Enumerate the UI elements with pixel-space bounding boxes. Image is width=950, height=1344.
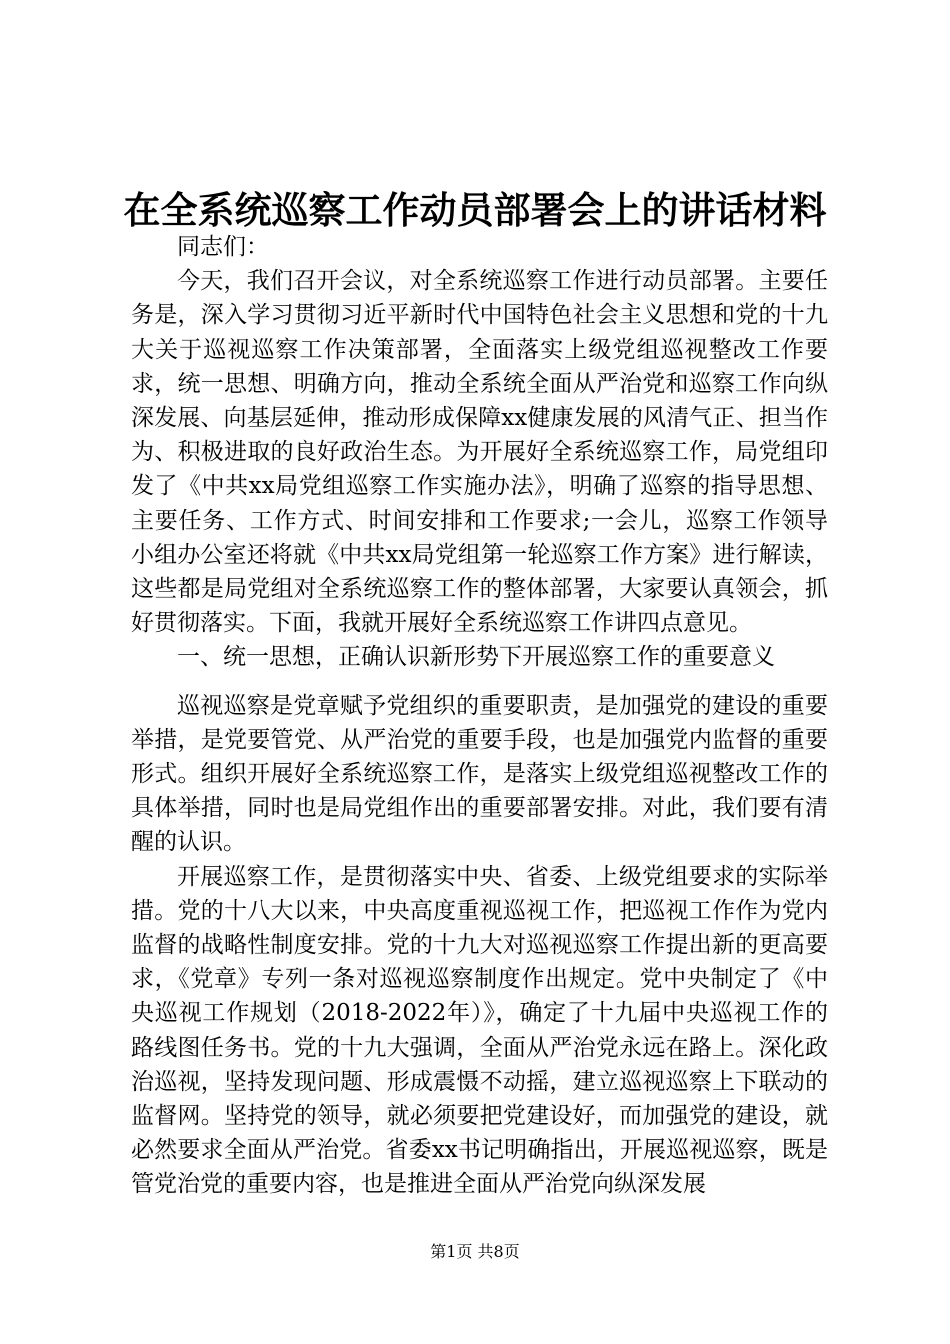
section-heading: 一、统一思想，正确认识新形势下开展巡察工作的重要意义 bbox=[177, 644, 775, 671]
paragraph-intro: 今天，我们召开会议，对全系统巡察工作进行动员部署。主要任务是，深入学习贯彻习近平新时代中国特色社会主义思想和党的十九大关于巡视巡察工作决策部署，全面落实上级党组巡视整改工作要求，统一思想、明确方向，推动全系统全面从严治党和巡察工作向纵深发展、向基层延伸，推动形成保障xx健康发展的风清气正、担当作为、积极进取的良好政治生态。为开展好全系统巡察工作，局党组印发了《中共xx局党组巡察工作实施办法》，明确了巡察的指导思想、主要任务、工作方式、时间安排和工作要求;一会儿，巡察工作领导小组办公室还将就《中共xx局党组第一轮巡察工作方案》进行解读，这些都是局党组对全系统巡察工作的整体部署，大家要认真领会，抓好贯彻落实。下面，我就开展好全系统巡察工作讲四点意见。 bbox=[131, 268, 828, 637]
page-footer: 第1页 共8页 bbox=[430, 1242, 520, 1261]
document-title: 在全系统巡察工作动员部署会上的讲话材料 bbox=[123, 188, 827, 232]
paragraph: 开展巡察工作，是贯彻落实中央、省委、上级党组要求的实际举措。党的十八大以来，中央高度重视巡视工作，把巡视工作作为党内监督的战略性制度安排。党的十九大对巡视巡察工作提出新的更高要求，《党章》专列一条对巡视巡察制度作出规定。党中央制定了《中央巡视工作规划（2018-2022年）》，确定了十九届中央巡视工作的路线图任务书。党的十九大强调，全面从严治党永远在路上。深化政治巡视，坚持发现问题、形成震慑不动摇，建立巡视巡察上下联动的监督网。坚持党的领导，就必须要把党建设好，而加强党的建设，就必然要求全面从严治党。省委xx书记明确指出，开展巡视巡察，既是管党治党的重要内容，也是推进全面从严治党向纵深发展 bbox=[131, 863, 828, 1198]
document-body bbox=[131, 230, 828, 1202]
paragraph: 巡视巡察是党章赋予党组织的重要职责，是加强党的建设的重要举措，是党要管党、从严治党的重要手段，也是加强党内监督的重要形式。组织开展好全系统巡察工作，是落实上级党组巡视整改工作的具体举措，同时也是局党组作出的重要部署安排。对此，我们要有清醒的认识。 bbox=[131, 692, 828, 856]
salutation: 同志们： bbox=[177, 234, 269, 260]
